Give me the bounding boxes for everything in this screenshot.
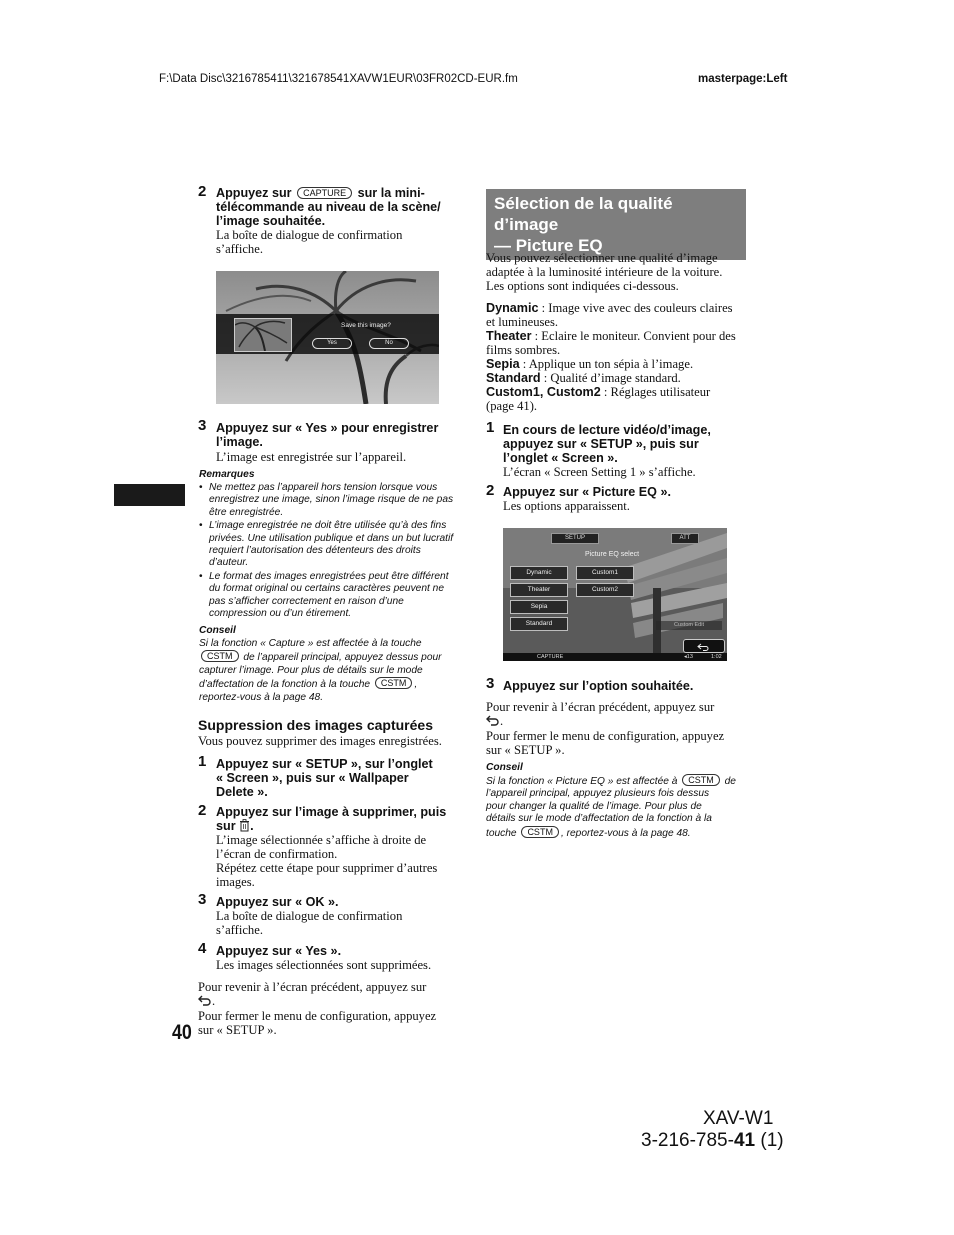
step-3-title: Appuyez sur « Yes » pour enregistrer l’image. bbox=[216, 421, 439, 449]
delete-step-3-body: La boîte de dialogue de confirmation s’affiche. bbox=[216, 909, 403, 937]
delete-step-3: Appuyez sur « OK ». bbox=[216, 895, 339, 909]
custom-edit-button[interactable]: Custom Edit bbox=[656, 621, 722, 630]
delete-step-4-body: Les images sélectionnées sont supprimées. bbox=[216, 958, 432, 972]
back-arrow-icon bbox=[198, 995, 212, 1009]
part-number: 3-216-785-41 (1) bbox=[641, 1130, 784, 1151]
custom2-button[interactable]: Custom2 bbox=[576, 583, 634, 597]
file-path: F:\Data Disc\3216785411\321678541XAVW1EUR\03FR02CD-EUR.fm bbox=[159, 73, 518, 85]
clock: 1:02 bbox=[711, 654, 722, 660]
step-2-body: La boîte de dialogue de confirmation s’affiche. bbox=[216, 228, 403, 256]
back-arrow-icon bbox=[486, 715, 500, 729]
conseil-heading: Conseil bbox=[199, 625, 236, 636]
remarques-list bbox=[199, 482, 461, 621]
list-item: • L’image enregistrée ne doit être utilisée qu’à des fins privées. Une utilisation publique et dans un but lucratif requiert l’autorisation des détenteurs des droits d’auteur. bbox=[199, 520, 461, 570]
capture-label[interactable]: CAPTURE bbox=[537, 654, 564, 660]
custom1-button[interactable]: Custom1 bbox=[576, 566, 634, 580]
no-button[interactable]: No bbox=[369, 338, 409, 349]
options-list bbox=[486, 301, 748, 413]
sepia-button[interactable]: Sepia bbox=[510, 600, 568, 614]
save-prompt: Save this image? bbox=[341, 322, 391, 329]
cstm-key: CSTM bbox=[201, 650, 239, 662]
speaker-icon: ◂ bbox=[684, 654, 687, 660]
section-tab-marker bbox=[114, 484, 185, 506]
suppression-intro: Vous pouvez supprimer des images enregistrées. bbox=[198, 734, 442, 748]
step-number: 3 bbox=[198, 891, 207, 908]
eq-step-1-body: L’écran « Screen Setting 1 » s’affiche. bbox=[503, 465, 696, 479]
eq-step-2-body: Les options apparaissent. bbox=[503, 499, 630, 513]
standard-button[interactable]: Standard bbox=[510, 617, 568, 631]
save-dialog bbox=[216, 314, 439, 354]
capture-key: CAPTURE bbox=[297, 187, 352, 199]
back-instruction: Pour revenir à l’écran précédent, appuyez sur . Pour fermer le menu de configuration, appuyez sur « SETUP ». bbox=[198, 980, 437, 1037]
masterpage-label: masterpage:Left bbox=[698, 73, 788, 85]
step-number: 1 bbox=[198, 753, 207, 770]
option-standard: Standard : Qualité d’image standard. bbox=[486, 371, 681, 385]
option-dynamic: Dynamic : Image vive avec des couleurs claires et lumineuses. bbox=[486, 301, 733, 329]
delete-step-2: Appuyez sur l’image à supprimer, puis sur . bbox=[216, 805, 447, 833]
delete-step-1: Appuyez sur « SETUP », sur l’onglet « Screen », puis sur « Wallpaper Delete ». bbox=[216, 757, 433, 799]
conseil-text-right: Si la fonction « Picture EQ » est affectée à CSTM de l’appareil principal, appuyez plusieurs fois dessus pour changer la qualité de l’image. Pour plus de détails sur le mode d’affectation de la fonction à la touche CSTM , reportez-vous à la page 48. bbox=[486, 775, 736, 839]
option-custom: Custom1, Custom2 : Réglages utilisateur (page 41). bbox=[486, 385, 711, 413]
yes-button[interactable]: Yes bbox=[312, 338, 352, 349]
option-sepia: Sepia : Applique un ton sépia à l’image. bbox=[486, 357, 694, 371]
step-number: 3 bbox=[486, 675, 495, 692]
picture-eq-intro: Vous pouvez sélectionner une qualité d’image adaptée à la luminosité intérieure de la voiture. Les options sont indiquées ci-dessous. bbox=[486, 251, 723, 293]
cstm-key: CSTM bbox=[682, 774, 720, 786]
conseil-heading-right: Conseil bbox=[486, 762, 523, 773]
eq-step-2: Appuyez sur « Picture EQ ». bbox=[503, 485, 671, 499]
list-item: • Ne mettez pas l’appareil hors tension lorsque vous enregistrez une image, sinon l’image risque de ne pas être enregistrée. bbox=[199, 482, 461, 519]
tab-setup[interactable]: SETUP bbox=[551, 533, 599, 544]
step-number: 2 bbox=[486, 482, 495, 499]
step-number: 2 bbox=[198, 183, 207, 200]
step-number: 1 bbox=[486, 419, 495, 436]
step-number: 2 bbox=[198, 802, 207, 819]
step-3-body: L’image est enregistrée sur l’appareil. bbox=[216, 450, 407, 464]
image-thumbnail bbox=[234, 318, 292, 352]
remarques-heading: Remarques bbox=[199, 469, 255, 480]
screen-title: Picture EQ select bbox=[585, 551, 640, 558]
suppression-heading: Suppression des images capturées bbox=[198, 717, 433, 733]
picture-eq-screen bbox=[503, 528, 727, 661]
att-button[interactable]: ATT bbox=[671, 533, 699, 544]
model-name: XAV-W1 bbox=[703, 1108, 774, 1129]
eq-step-1: En cours de lecture vidéo/d’image, appuyez sur « SETUP », puis sur l’onglet « Screen ». bbox=[503, 423, 711, 465]
section-title: Sélection de la qualité d’image — Picture EQ bbox=[486, 189, 746, 260]
capture-screenshot bbox=[216, 271, 439, 404]
delete-step-4: Appuyez sur « Yes ». bbox=[216, 944, 342, 958]
conseil-text: Si la fonction « Capture » est affectée à la touche CSTM de l’appareil principal, appuyez dessus pour capturer l’image. Pour plus de détails sur le mode d’affectation de la fonction à la touche CSTM , reportez-vous à la page 48. bbox=[199, 638, 442, 703]
list-item: • Le format des images enregistrées peut être différent du format original ou certains caractères peuvent ne pas s’afficher correctement en raison d’une compression ou d’un étirement. bbox=[199, 571, 461, 621]
volume-indicator: ◂13 bbox=[684, 654, 693, 660]
eq-back-instruction: Pour revenir à l’écran précédent, appuyez sur . Pour fermer le menu de configuration, appuyez sur « SETUP ». bbox=[486, 700, 725, 757]
cstm-key: CSTM bbox=[521, 826, 559, 838]
theater-button[interactable]: Theater bbox=[510, 583, 568, 597]
cstm-key: CSTM bbox=[375, 677, 413, 689]
eq-step-3: Appuyez sur l’option souhaitée. bbox=[503, 679, 694, 693]
back-arrow-icon bbox=[684, 641, 724, 653]
option-theater: Theater : Eclaire le moniteur. Convient pour des films sombres. bbox=[486, 329, 736, 357]
page-number: 40 bbox=[172, 1021, 192, 1044]
step-2-title: Appuyez sur CAPTURE sur la mini- télécommande au niveau de la scène/ l’image souhaitée. bbox=[216, 186, 441, 228]
delete-step-2-body: L’image sélectionnée s’affiche à droite de l’écran de confirmation. Répétez cette étape pour supprimer d’autres images. bbox=[216, 833, 438, 889]
step-number: 4 bbox=[198, 940, 207, 957]
step-number: 3 bbox=[198, 417, 207, 434]
back-button[interactable] bbox=[683, 639, 725, 653]
dynamic-button[interactable]: Dynamic bbox=[510, 566, 568, 580]
